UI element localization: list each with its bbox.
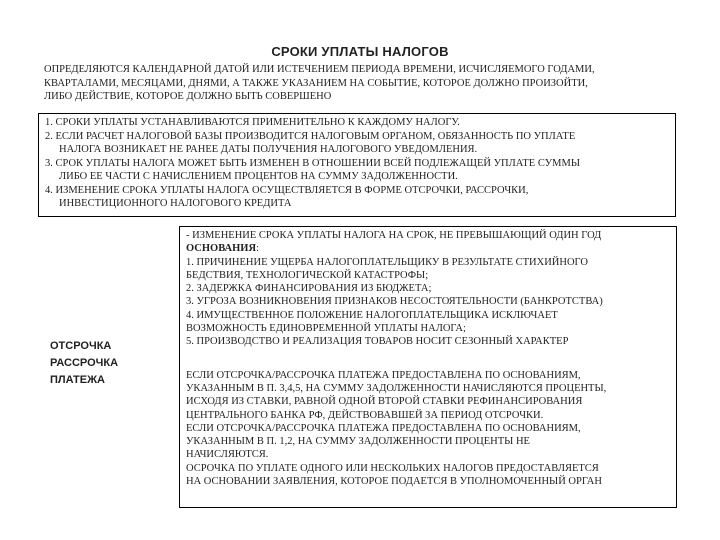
- intro-text: [44, 63, 684, 104]
- rule-item: [45, 116, 669, 130]
- grounds-colon: :: [256, 243, 259, 255]
- deferral-details-box: [179, 226, 677, 508]
- intro-line: КВАРТАЛАМИ, МЕСЯЦАМИ, ДНЯМИ, А ТАКЖЕ УКАЗАНИЕМ НА СОБЫТИЕ, КОТОРОЕ ДОЛЖНО ПРОИЗОЙТИ,: [44, 77, 588, 89]
- deferral-label-line: ОТСРОЧКА: [50, 340, 112, 352]
- grounds-line: ВОЗМОЖНОСТЬ ЕДИНОВРЕМЕННОЙ УПЛАТЫ НАЛОГА;: [186, 323, 466, 335]
- conditions-line: УКАЗАННЫМ В П. 3,4,5, НА СУММУ ЗАДОЛЖЕННОСТИ НАЧИСЛЯЮТСЯ ПРОЦЕНТЫ,: [186, 382, 607, 394]
- deferral-label: [50, 338, 118, 389]
- conditions-line: ЕСЛИ ОТСРОЧКА/РАССРОЧКА ПЛАТЕЖА ПРЕДОСТАВЛЕНА ПО ОСНОВАНИЯМ,: [186, 369, 581, 381]
- spacer: [186, 349, 670, 369]
- grounds-line: 2. ЗАДЕРЖКА ФИНАНСИРОВАНИЯ ИЗ БЮДЖЕТА;: [186, 283, 432, 295]
- deferral-label-line: ПЛАТЕЖА: [50, 374, 105, 386]
- conditions-line: УКАЗАННЫМ В П. 1,2, НА СУММУ ЗАДОЛЖЕННОСТИ ПРОЦЕНТЫ НЕ: [186, 436, 530, 448]
- rule-line: 3. СРОК УПЛАТЫ НАЛОГА МОЖЕТ БЫТЬ ИЗМЕНЕН В ОТНОШЕНИИ ВСЕЙ ПОДЛЕЖАЩЕЙ УПЛАТЕ СУММЫ: [45, 157, 580, 169]
- conditions-line: НА ОСНОВАНИИ ЗАЯВЛЕНИЯ, КОТОРОЕ ПОДАЕТСЯ В УПОЛНОМОЧЕННЫЙ ОРГАН: [186, 476, 602, 488]
- rule-line: 2. ЕСЛИ РАСЧЕТ НАЛОГОВОЙ БАЗЫ ПРОИЗВОДИТСЯ НАЛОГОВЫМ ОРГАНОМ, ОБЯЗАННОСТЬ ПО УПЛАТЕ: [45, 130, 576, 142]
- rule-line: ИНВЕСТИЦИОННОГО НАЛОГОВОГО КРЕДИТА: [59, 198, 292, 209]
- rule-line: 4. ИЗМЕНЕНИЕ СРОКА УПЛАТЫ НАЛОГА ОСУЩЕСТВЛЯЕТСЯ В ФОРМЕ ОТСРОЧКИ, РАССРОЧКИ,: [45, 184, 529, 196]
- conditions-line: ИСХОДЯ ИЗ СТАВКИ, РАВНОЙ ОДНОЙ ВТОРОЙ СТАВКИ РЕФИНАНСИРОВАНИЯ: [186, 396, 583, 408]
- rule-line: ЛИБО ЕЕ ЧАСТИ С НАЧИСЛЕНИЕМ ПРОЦЕНТОВ НА СУММУ ЗАДОЛЖЕННОСТИ.: [59, 171, 458, 182]
- conditions-line: НАЧИСЛЯЮТСЯ.: [186, 449, 269, 461]
- grounds-line: 4. ИМУЩЕСТВЕННОЕ ПОЛОЖЕНИЕ НАЛОГОПЛАТЕЛЬЩИКА ИСКЛЮЧАЕТ: [186, 309, 558, 321]
- rule-item: [45, 184, 669, 211]
- conditions-line: ЦЕНТРАЛЬНОГО БАНКА РФ, ДЕЙСТВОВАВШЕЙ ЗА ПЕРИОД ОТСРОЧКИ.: [186, 409, 544, 421]
- grounds-line: БЕДСТВИЯ, ТЕХНОЛОГИЧЕСКОЙ КАТАСТРОФЫ;: [186, 269, 429, 281]
- grounds-heading: [186, 242, 670, 255]
- conditions-line: ОСРОЧКА ПО УПЛАТЕ ОДНОГО ИЛИ НЕСКОЛЬКИХ НАЛОГОВ ПРЕДОСТАВЛЯЕТСЯ: [186, 462, 599, 474]
- intro-line: ОПРЕДЕЛЯЮТСЯ КАЛЕНДАРНОЙ ДАТОЙ ИЛИ ИСТЕЧЕНИЕМ ПЕРИОДА ВРЕМЕНИ, ИСЧИСЛЯЕМОГО ГОДАМИ,: [44, 64, 595, 75]
- rule-item: [45, 130, 669, 157]
- grounds-line: 5. ПРОИЗВОДСТВО И РЕАЛИЗАЦИЯ ТОВАРОВ НОСИТ СЕЗОННЫЙ ХАРАКТЕР: [186, 336, 569, 348]
- page-title: СРОКИ УПЛАТЫ НАЛОГОВ: [271, 44, 449, 59]
- grounds-line: 3. УГРОЗА ВОЗНИКНОВЕНИЯ ПРИЗНАКОВ НЕСОСТОЯТЕЛЬНОСТИ (БАНКРОТСТВА): [186, 296, 603, 308]
- rules-box: [38, 113, 676, 217]
- deferral-label-line: РАССРОЧКА: [50, 357, 119, 369]
- conditions-line: ЕСЛИ ОТСРОЧКА/РАССРОЧКА ПЛАТЕЖА ПРЕДОСТАВЛЕНА ПО ОСНОВАНИЯМ,: [186, 422, 581, 434]
- rule-line: 1. СРОКИ УПЛАТЫ УСТАНАВЛИВАЮТСЯ ПРИМЕНИТЕЛЬНО К КАЖДОМУ НАЛОГУ.: [45, 117, 460, 128]
- grounds-label: ОСНОВАНИЯ: [186, 243, 257, 255]
- rule-item: [45, 157, 669, 184]
- intro-line: ЛИБО ДЕЙСТВИЕ, КОТОРОЕ ДОЛЖНО БЫТЬ СОВЕРШЕНО: [44, 91, 332, 102]
- grounds-line: 1. ПРИЧИНЕНИЕ УЩЕРБА НАЛОГОПЛАТЕЛЬЩИКУ В РЕЗУЛЬТАТЕ СТИХИЙНОГО: [186, 256, 588, 268]
- deferral-definition: - ИЗМЕНЕНИЕ СРОКА УПЛАТЫ НАЛОГА НА СРОК, НЕ ПРЕВЫШАЮЩИЙ ОДИН ГОД: [186, 230, 602, 241]
- rule-line: НАЛОГА ВОЗНИКАЕТ НЕ РАНЕЕ ДАТЫ ПОЛУЧЕНИЯ НАЛОГОВОГО УВЕДОМЛЕНИЯ.: [59, 144, 478, 155]
